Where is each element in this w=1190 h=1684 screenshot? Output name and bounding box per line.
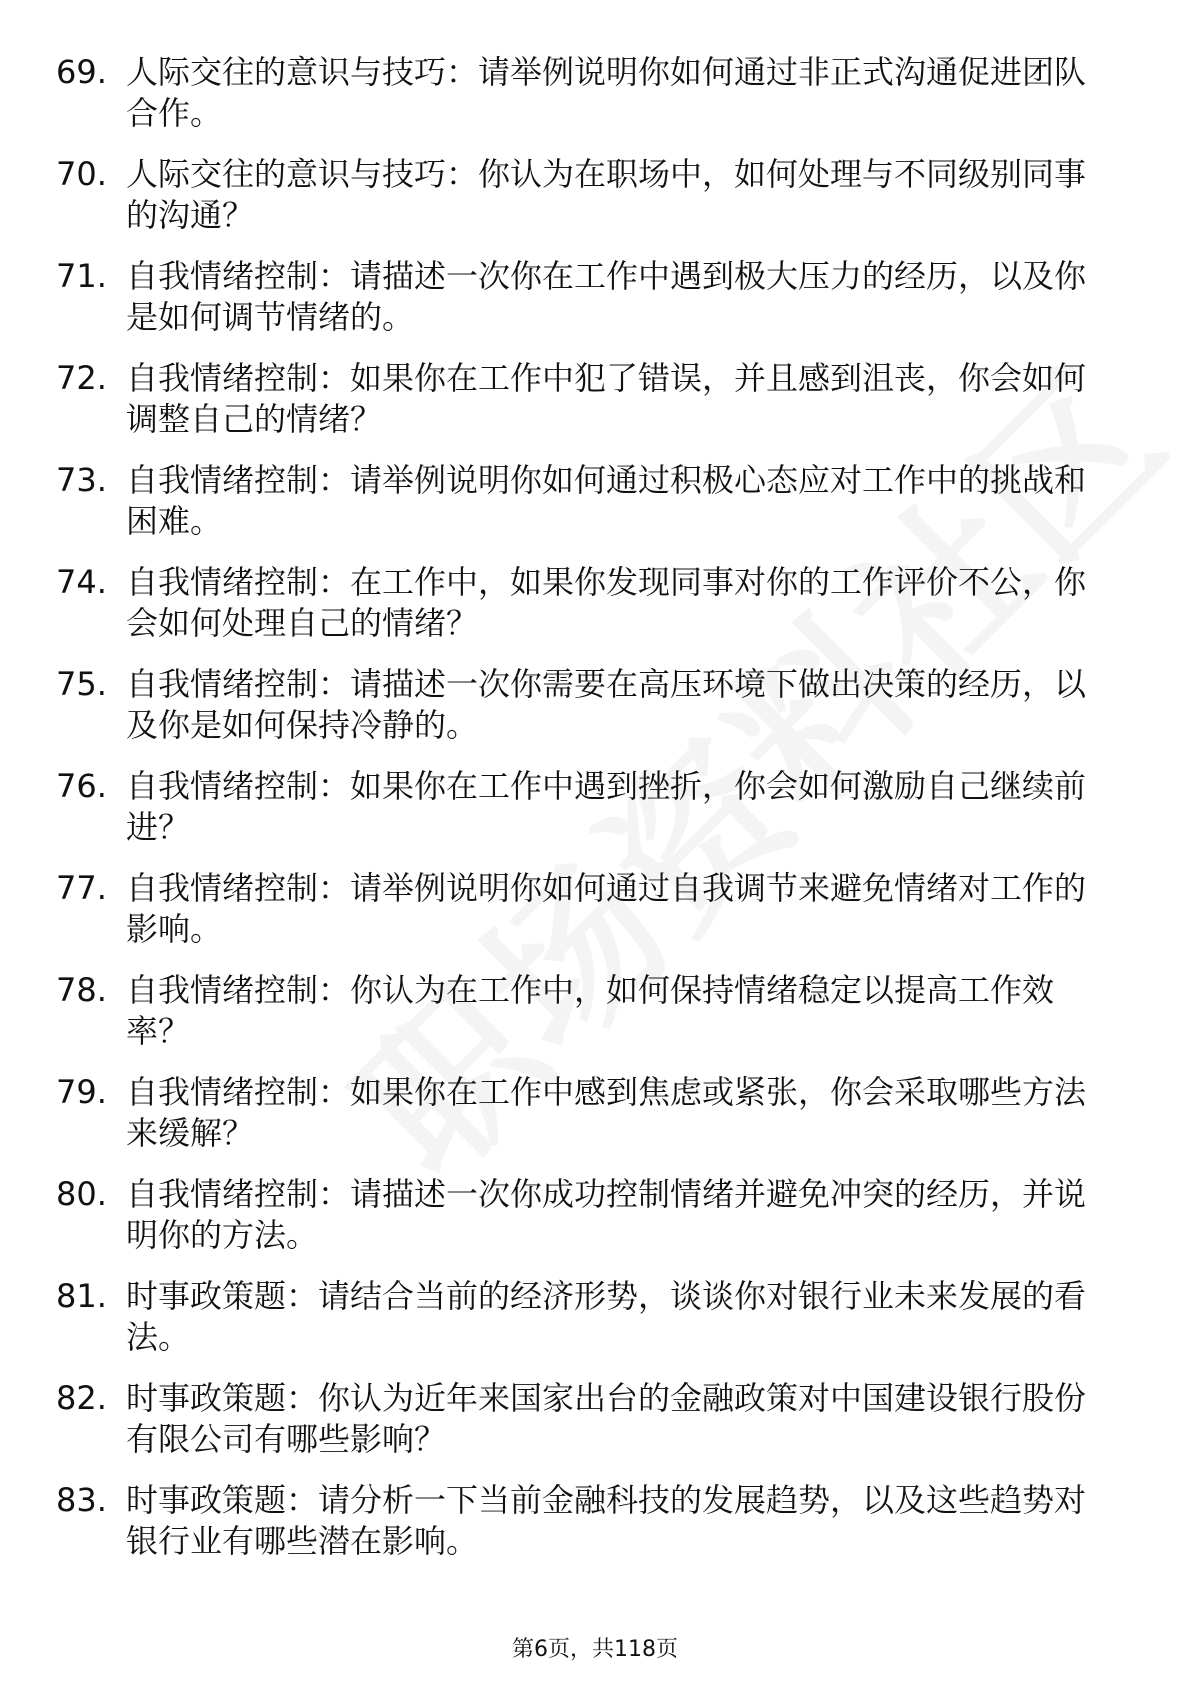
question-number: 78.	[56, 971, 107, 1009]
question-item	[56, 52, 1116, 134]
question-item	[56, 1480, 1116, 1562]
question-number: 73.	[56, 461, 107, 499]
question-text: 时事政策题：请分析一下当前金融科技的发展趋势，以及这些趋势对银行业有哪些潜在影响。	[126, 1481, 1087, 1560]
question-number: 83.	[56, 1481, 107, 1519]
question-number: 69.	[56, 53, 107, 91]
page-footer	[0, 1632, 1190, 1663]
question-text: 自我情绪控制：请描述一次你需要在高压环境下做出决策的经历，以及你是如何保持冷静的。	[126, 665, 1087, 744]
question-text: 自我情绪控制：如果你在工作中感到焦虑或紧张，你会采取哪些方法来缓解？	[126, 1073, 1087, 1152]
question-number: 77.	[56, 869, 107, 907]
question-number: 82.	[56, 1379, 107, 1417]
question-text: 自我情绪控制：在工作中，如果你发现同事对你的工作评价不公，你会如何处理自己的情绪？	[126, 563, 1087, 642]
question-text: 自我情绪控制：请举例说明你如何通过积极心态应对工作中的挑战和困难。	[126, 461, 1087, 540]
question-item	[56, 256, 1116, 338]
question-text: 自我情绪控制：你认为在工作中，如何保持情绪稳定以提高工作效率？	[126, 971, 1055, 1050]
question-text: 人际交往的意识与技巧：请举例说明你如何通过非正式沟通促进团队合作。	[126, 53, 1087, 132]
question-number: 81.	[56, 1277, 107, 1315]
question-text: 自我情绪控制：请描述一次你在工作中遇到极大压力的经历，以及你是如何调节情绪的。	[126, 257, 1087, 336]
question-text: 人际交往的意识与技巧：你认为在职场中，如何处理与不同级别同事的沟通？	[126, 155, 1087, 234]
question-number: 75.	[56, 665, 107, 703]
question-list	[56, 52, 1116, 1582]
question-number: 74.	[56, 563, 107, 601]
question-number: 71.	[56, 257, 107, 295]
question-item	[56, 358, 1116, 440]
page-number-label: 第6页，共118页	[512, 1637, 678, 1662]
question-item	[56, 664, 1116, 746]
question-number: 76.	[56, 767, 107, 805]
question-number: 79.	[56, 1073, 107, 1111]
question-item	[56, 460, 1116, 542]
question-number: 80.	[56, 1175, 107, 1213]
question-text: 自我情绪控制：如果你在工作中遇到挫折，你会如何激励自己继续前进？	[126, 767, 1087, 846]
question-item	[56, 1174, 1116, 1256]
question-text: 时事政策题：请结合当前的经济形势，谈谈你对银行业未来发展的看法。	[126, 1277, 1087, 1356]
question-item	[56, 1072, 1116, 1154]
question-item	[56, 868, 1116, 950]
question-text: 时事政策题：你认为近年来国家出台的金融政策对中国建设银行股份有限公司有哪些影响？	[126, 1379, 1087, 1458]
question-text: 自我情绪控制：请描述一次你成功控制情绪并避免冲突的经历，并说明你的方法。	[126, 1175, 1087, 1254]
question-number: 70.	[56, 155, 107, 193]
question-text: 自我情绪控制：请举例说明你如何通过自我调节来避免情绪对工作的影响。	[126, 869, 1087, 948]
question-item	[56, 154, 1116, 236]
question-item	[56, 1378, 1116, 1460]
question-item	[56, 970, 1116, 1052]
question-item	[56, 766, 1116, 848]
question-item	[56, 562, 1116, 644]
question-item	[56, 1276, 1116, 1358]
question-number: 72.	[56, 359, 107, 397]
question-text: 自我情绪控制：如果你在工作中犯了错误，并且感到沮丧，你会如何调整自己的情绪？	[126, 359, 1087, 438]
